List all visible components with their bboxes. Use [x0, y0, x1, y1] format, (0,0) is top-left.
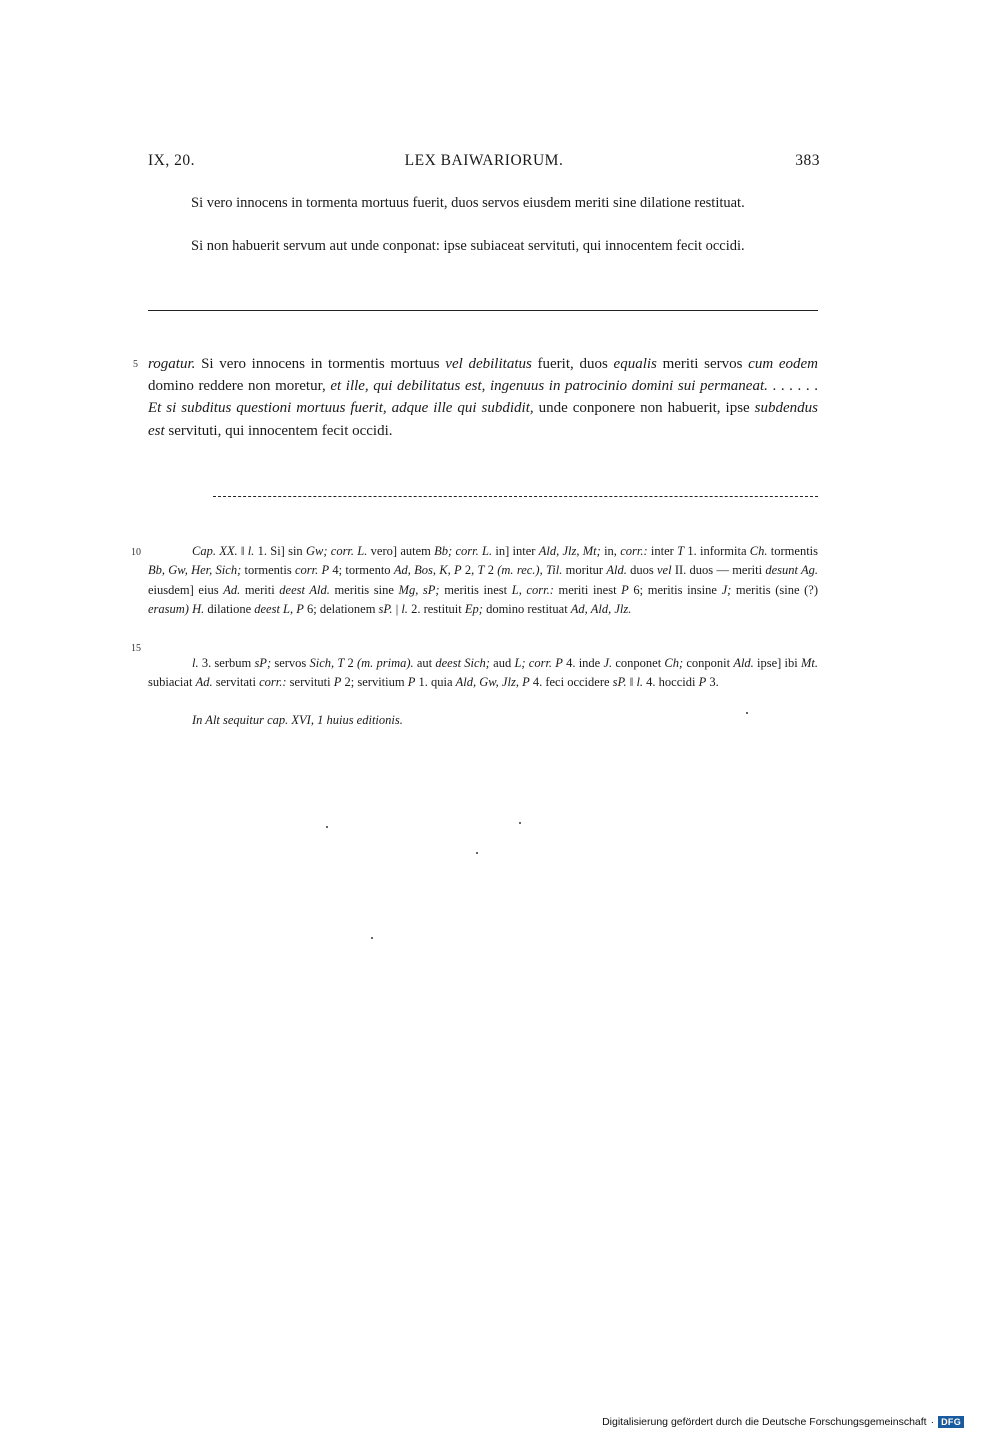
running-title: LEX BAIWARIORUM. [404, 152, 564, 169]
separator-rule [148, 310, 818, 311]
text-segment: cum eodem [748, 356, 819, 372]
text-segment: 6; meritis insine [628, 582, 722, 597]
text-segment: 6; delationem [303, 601, 379, 616]
text-segment: 1. informita [684, 544, 750, 558]
text-segment: Ald. [733, 656, 754, 670]
text-segment: vel [657, 563, 672, 578]
text-segment: rogatur. [148, 356, 196, 372]
text-segment: deest L, P [254, 601, 304, 616]
text-segment: vero] autem [367, 544, 435, 558]
text-segment: J; [721, 582, 732, 597]
text-segment: 2 [484, 563, 498, 578]
digitization-footer [602, 1416, 964, 1428]
text-segment: conponit [683, 656, 734, 670]
text-segment: Cap. XX. [192, 544, 238, 558]
text-segment: l. [247, 544, 255, 558]
text-segment: 2 [344, 656, 357, 670]
text-segment: Ald, Jlz, Mt; [538, 544, 601, 558]
text-segment: Et si subditus questioni mortuus fuerit, adque ille qui subdidit, [148, 400, 534, 417]
text-segment: L; corr. P [514, 656, 563, 670]
apparatus-note-3: In Alt sequitur cap. XVI, 1 huius editionis. [192, 713, 403, 727]
text-segment: in] inter [492, 544, 539, 558]
text-segment: l. [192, 656, 199, 670]
text-segment: 1. Si] sin [254, 544, 306, 558]
text-segment: Sich, T [309, 656, 345, 670]
text-segment: 1. quia [415, 675, 456, 690]
scan-speck [519, 822, 521, 824]
line-number-5: 5 [133, 359, 138, 370]
text-segment: meriti inest [553, 582, 622, 597]
page-number: 383 [795, 152, 820, 169]
text-segment: unde conponere non habuerit, ipse [533, 400, 755, 417]
text-segment: 2, [461, 563, 478, 578]
running-header [148, 152, 820, 172]
text-segment: . . . . . . [767, 378, 818, 395]
text-segment: deest Ald. [279, 582, 330, 597]
text-segment: 2. restituit [407, 601, 465, 616]
text-segment: (m. rec.), Til. [497, 563, 563, 578]
text-segment: P [407, 675, 416, 690]
chapter-reference: IX, 20. [148, 152, 195, 169]
text-segment: sP; [254, 656, 272, 670]
footer-separator: · [930, 1416, 935, 1428]
text-segment: Ch; [664, 656, 684, 670]
text-segment: servituti [286, 675, 334, 690]
text-segment: tormentis [767, 544, 819, 558]
text-segment: 4. inde [562, 656, 604, 670]
text-paragraph-2: Si non habuerit servum aut unde conponat: ipse subiaceat servituti, qui innocentem fecit occidi. [191, 238, 745, 254]
text-segment: inter [647, 544, 678, 558]
text-segment: l. [401, 601, 408, 616]
text-segment: sP. [612, 675, 627, 690]
text-segment: meritis sine [329, 582, 399, 597]
text-segment: Si vero innocens in tormentis mortuus [195, 356, 446, 372]
text-segment: subiaciat [148, 675, 196, 690]
text-segment: 4. hoccidi [643, 675, 699, 690]
scan-speck [371, 937, 373, 939]
text-segment: P [621, 582, 629, 597]
text-segment: ipse] ibi [753, 656, 801, 670]
text-segment: 4; tormento [329, 563, 394, 578]
text-segment: duos [626, 563, 657, 578]
separator-rule-dashed [213, 496, 818, 497]
text-segment: T [677, 544, 685, 558]
text-segment: meritis (sine (?) [731, 582, 818, 597]
text-segment: Ad, Bos, K, P [393, 563, 462, 578]
text-paragraph-variant [148, 353, 818, 442]
text-segment: meriti [240, 582, 280, 597]
text-segment: Bb, Gw, Her, Sich; [148, 563, 242, 578]
text-segment: corr.: [620, 544, 648, 558]
text-segment: domino reddere non moretur, [148, 378, 331, 395]
text-segment: dilatione [204, 601, 255, 616]
text-segment: J. [603, 656, 613, 670]
text-segment: ‖ [626, 675, 637, 690]
text-segment: erasum) H. [148, 601, 205, 616]
text-segment: fuerit, duos [531, 356, 614, 372]
text-segment: Ald. [606, 563, 627, 578]
text-segment: desunt Ag. [765, 563, 819, 578]
text-segment: deest Sich; [435, 656, 490, 670]
text-segment: Mt. [800, 656, 818, 670]
text-segment: II. duos — meriti [671, 563, 766, 578]
text-segment: meriti servos [656, 356, 749, 372]
line-number-15: 15 [131, 643, 141, 654]
text-segment: P [698, 675, 707, 690]
text-segment: P [333, 675, 342, 690]
text-segment: in, [600, 544, 621, 558]
text-segment: (m. prima). [356, 656, 414, 670]
scan-speck [746, 712, 748, 714]
dfg-logo: DFG [938, 1416, 964, 1428]
scan-speck [476, 852, 478, 854]
apparatus-note-1 [148, 542, 818, 619]
text-segment: aut [413, 656, 436, 670]
text-segment: 4. feci occidere [529, 675, 613, 690]
text-segment: Ad, Ald, Jlz. [570, 601, 632, 616]
text-segment: Ch. [749, 544, 768, 558]
text-segment: aud [489, 656, 515, 670]
text-segment: Ad. [223, 582, 241, 597]
text-segment: servituti, qui innocentem fecit occidi. [164, 422, 393, 439]
text-paragraph-1: Si vero innocens in tormenta mortuus fuerit, duos servos eiusdem meriti sine dilatione restituat. [191, 195, 745, 211]
text-segment: meritis inest [439, 582, 512, 597]
text-segment: equalis [613, 356, 657, 372]
text-segment: T [477, 563, 485, 578]
text-segment: corr.: [259, 675, 287, 690]
text-segment: Bb; corr. L. [434, 544, 493, 558]
text-segment: Gw; corr. L. [305, 544, 368, 558]
text-segment: eiusdem] eius [148, 582, 224, 597]
apparatus-note-2 [148, 654, 818, 693]
text-segment: Ad. [195, 675, 213, 690]
text-segment: tormentis [241, 563, 295, 578]
text-segment: Ald, Gw, Jlz, P [455, 675, 530, 690]
text-segment: l. [636, 675, 644, 690]
text-segment: 2; servitium [341, 675, 408, 690]
text-segment: servos [271, 656, 310, 670]
text-segment: et ille, qui debilitatus est, ingenuus in patrocinio domini sui permaneat. [330, 378, 768, 395]
text-segment: Ep; [464, 601, 483, 616]
text-segment: sP. [378, 601, 393, 616]
text-segment: servitati [212, 675, 260, 690]
text-segment: 3. serbum [198, 656, 255, 670]
text-segment: Mg, sP; [398, 582, 440, 597]
footer-text: Digitalisierung gefördert durch die Deutsche Forschungsgemeinschaft [602, 1416, 927, 1428]
text-segment: subdendus est [148, 400, 819, 439]
text-segment: domino restituat [482, 601, 571, 616]
line-number-10: 10 [131, 547, 141, 558]
text-segment: conponet [612, 656, 665, 670]
text-segment: corr. P [294, 563, 330, 578]
text-segment: | [392, 601, 402, 616]
scan-speck [326, 826, 328, 828]
text-segment: moritur [562, 563, 607, 578]
text-segment: ‖ [237, 544, 248, 558]
text-segment: L, corr.: [511, 582, 554, 597]
text-segment: 3. [706, 675, 719, 690]
text-segment: vel debilitatus [445, 356, 532, 372]
